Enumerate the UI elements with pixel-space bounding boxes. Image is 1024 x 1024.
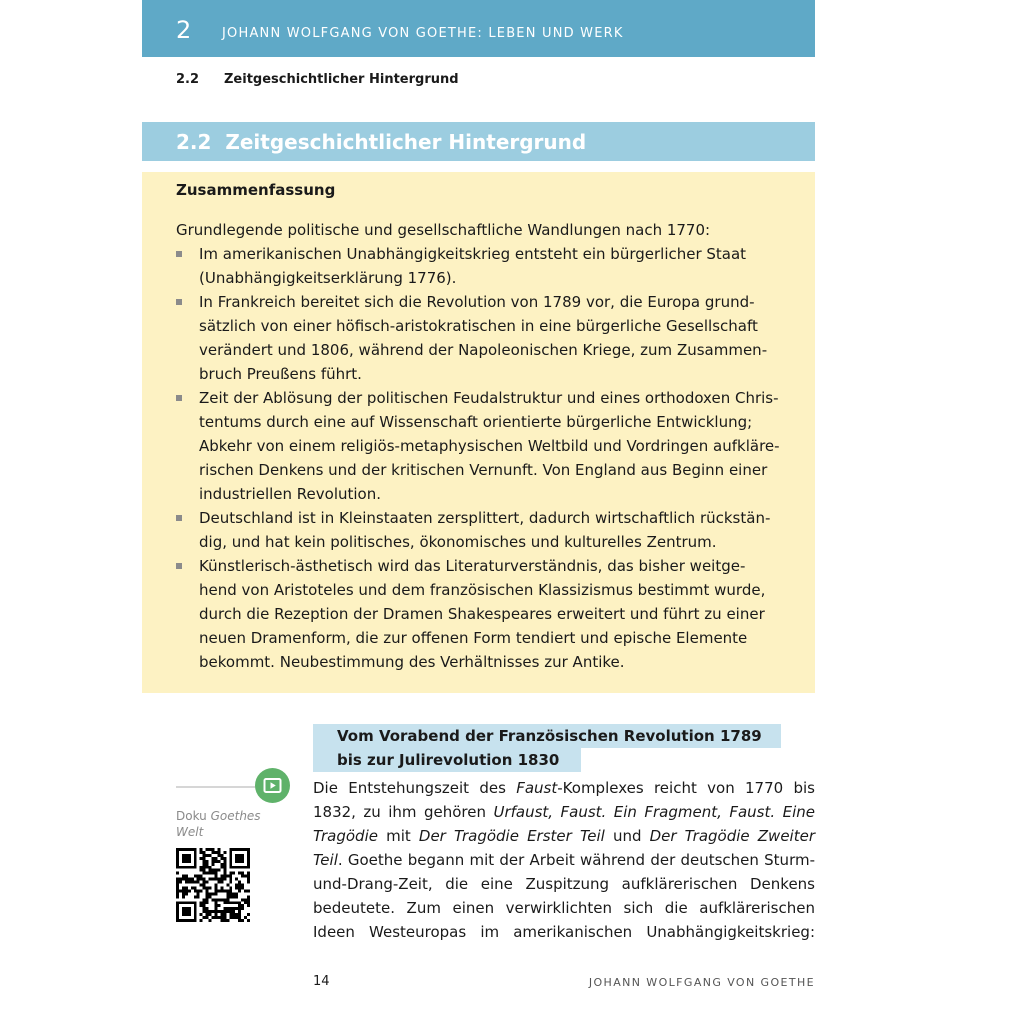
breadcrumb-title: Zeitgeschichtlicher Hintergrund bbox=[224, 72, 459, 87]
chapter-title: JOHANN WOLFGANG VON GOETHE: LEBEN UND WERK bbox=[222, 26, 624, 41]
body-paragraph bbox=[313, 776, 815, 944]
list-item-line: dig, und hat kein politisches, ökonomisches und kulturelles Zentrum. bbox=[199, 533, 717, 551]
body-line: Die Entstehungszeit des Faust-Komplexes reicht von 1770 bis bbox=[313, 779, 815, 797]
chapter-header-bar bbox=[142, 0, 815, 57]
list-item-line: Im amerikanischen Unabhängigkeitskrieg entsteht ein bürgerlicher Staat bbox=[199, 245, 747, 263]
video-caption-prefix: Doku bbox=[176, 809, 211, 823]
bullet-square-icon bbox=[176, 299, 182, 305]
chapter-number: 2 bbox=[176, 16, 192, 44]
subsection-heading-line: Vom Vorabend der Französischen Revolution 1789 bbox=[337, 727, 762, 745]
video-caption bbox=[176, 808, 276, 840]
summary-list bbox=[176, 242, 806, 674]
bullet-square-icon bbox=[176, 395, 182, 401]
list-item-line: In Frankreich bereitet sich die Revolution von 1789 vor, die Europa grund- bbox=[199, 293, 755, 311]
list-item-line: rischen Denkens und der kritischen Vernunft. Von England aus Beginn einer bbox=[199, 461, 768, 479]
breadcrumb-number: 2.2 bbox=[176, 72, 200, 87]
list-item-line: bruch Preußens führt. bbox=[199, 365, 362, 383]
list-item-line: Künstlerisch-ästhetisch wird das Literaturverständnis, das bisher weitge- bbox=[199, 557, 746, 575]
summary-intro: Grundlegende politische und gesellschaftliche Wandlungen nach 1770: bbox=[176, 221, 711, 239]
list-item bbox=[176, 554, 806, 674]
body-line: Teil. Goethe begann mit der Arbeit während der deutschen Sturm- bbox=[313, 851, 815, 869]
list-item-line: verändert und 1806, während der Napoleonischen Kriege, zum Zusammen- bbox=[199, 341, 768, 359]
body-line: Ideen Westeuropas im amerikanischen Unabhängigkeitskrieg: bbox=[313, 923, 815, 941]
list-item-line: industriellen Revolution. bbox=[199, 485, 382, 503]
list-item bbox=[176, 386, 806, 506]
footer-book-title: JOHANN WOLFGANG VON GOETHE bbox=[588, 976, 815, 989]
list-item-line: Zeit der Ablösung der politischen Feudalstruktur und eines orthodoxen Chris- bbox=[199, 389, 779, 407]
list-item-line: (Unabhängigkeitserklärung 1776). bbox=[199, 269, 457, 287]
summary-title: Zusammenfassung bbox=[176, 181, 336, 199]
body-line: und-Drang-Zeit, die eine Zuspitzung aufklärerischen Denkens bbox=[313, 875, 815, 893]
list-item-line: sätzlich von einer höfisch-aristokratischen in eine bürgerliche Gesellschaft bbox=[199, 317, 758, 335]
section-heading-bar bbox=[142, 122, 815, 161]
bullet-square-icon bbox=[176, 251, 182, 257]
body-line: Tragödie mit Der Tragödie Erster Teil und Der Tragödie Zweiter bbox=[313, 827, 815, 845]
breadcrumb bbox=[176, 71, 459, 89]
bullet-square-icon bbox=[176, 563, 182, 569]
play-video-icon[interactable] bbox=[255, 768, 290, 803]
subsection-heading bbox=[313, 724, 781, 772]
page-number: 14 bbox=[313, 974, 330, 989]
list-item bbox=[176, 242, 806, 290]
list-item-line: neuen Dramenform, die zur offenen Form tendiert und epische Elemente bbox=[199, 629, 748, 647]
list-item bbox=[176, 506, 806, 554]
list-item-line: hend von Aristoteles und dem französischen Klassizismus bestimmt wurde, bbox=[199, 581, 766, 599]
qr-code[interactable] bbox=[176, 848, 250, 922]
list-item-line: bekommt. Neubestimmung des Verhältnisses zur Antike. bbox=[199, 653, 625, 671]
summary-box bbox=[142, 172, 815, 693]
list-item-line: durch die Rezeption der Dramen Shakespeares erweitert und führt zu einer bbox=[199, 605, 765, 623]
list-item-line: Deutschland ist in Kleinstaaten zersplittert, dadurch wirtschaftlich rückstän- bbox=[199, 509, 771, 527]
bullet-square-icon bbox=[176, 515, 182, 521]
section-heading: 2.2 Zeitgeschichtlicher Hintergrund bbox=[176, 130, 587, 154]
subsection-heading-line: bis zur Julirevolution 1830 bbox=[337, 751, 560, 769]
body-line: bedeutete. Zum einen verwirklichten sich die aufklärerischen bbox=[313, 899, 815, 917]
sidebar-divider bbox=[176, 786, 256, 788]
list-item-line: tentums durch eine auf Wissenschaft orientierte bürgerliche Entwicklung; bbox=[199, 413, 753, 431]
list-item bbox=[176, 290, 806, 386]
list-item-line: Abkehr von einem religiös-metaphysischen Weltbild und Vordringen aufkläre- bbox=[199, 437, 780, 455]
body-line: 1832, zu ihm gehören Urfaust, Faust. Ein Fragment, Faust. Eine bbox=[313, 803, 815, 821]
video-caption-title: Goethes Welt bbox=[176, 809, 261, 839]
